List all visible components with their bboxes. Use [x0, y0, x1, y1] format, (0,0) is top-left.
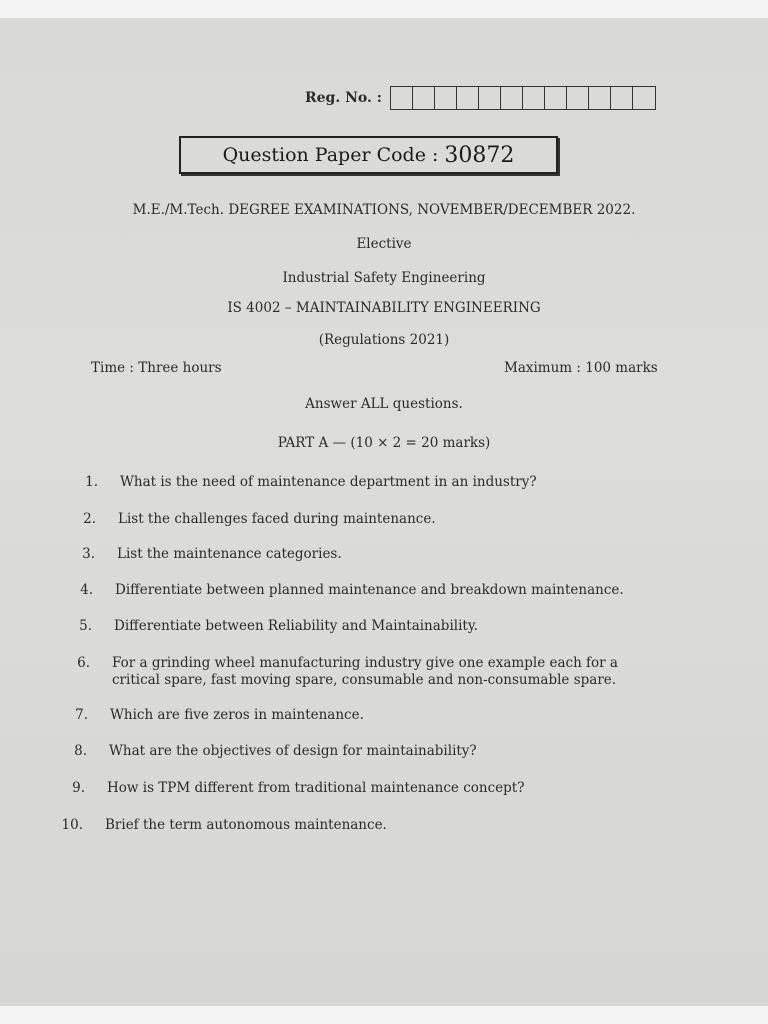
question-item — [53, 780, 652, 797]
question-text: For a grinding wheel manufacturing industry give one example each for a critical spare, fast moving spare, consumable and non-consumable spare. — [112, 655, 618, 688]
question-number: 4. — [80, 582, 93, 598]
reg-no-box — [501, 87, 523, 109]
course-title: IS 4002 – MAINTAINABILITY ENGINEERING — [227, 300, 541, 316]
question-text: How is TPM different from traditional maintenance concept? — [107, 780, 525, 796]
reg-no-label: Reg. No. : — [305, 90, 382, 106]
reg-no-box — [457, 87, 479, 109]
code-label: Question Paper Code : — [222, 144, 439, 166]
question-number: 6. — [77, 655, 90, 671]
part-heading: PART A — (10 × 2 = 20 marks) — [277, 435, 491, 451]
question-text: What is the need of maintenance department in an industry? — [120, 474, 537, 490]
reg-no-box — [633, 87, 655, 109]
question-text: List the challenges faced during maintenance. — [118, 511, 436, 527]
reg-no — [305, 86, 656, 110]
question-item — [63, 546, 662, 563]
question-text: Which are five zeros in maintenance. — [110, 707, 364, 723]
question-item — [58, 655, 657, 689]
question-item — [66, 474, 665, 491]
question-paper-code-box — [179, 136, 558, 174]
question-number: 5. — [79, 618, 92, 634]
reg-no-box — [589, 87, 611, 109]
time-allowed: Time : Three hours — [91, 360, 222, 376]
question-item — [56, 707, 655, 724]
question-number: 2. — [83, 511, 96, 527]
reg-no-box — [435, 87, 457, 109]
question-number: 3. — [82, 546, 95, 562]
reg-no-boxes — [390, 86, 656, 110]
question-item — [55, 743, 654, 760]
question-item — [51, 817, 650, 834]
reg-no-box — [611, 87, 633, 109]
question-item — [64, 511, 663, 528]
code-value: 30872 — [444, 142, 515, 168]
question-number: 1. — [85, 474, 98, 490]
question-text: Differentiate between planned maintenance and breakdown maintenance. — [115, 582, 624, 598]
maximum-marks: Maximum : 100 marks — [504, 360, 658, 376]
question-number: 9. — [72, 780, 85, 796]
reg-no-box — [413, 87, 435, 109]
question-item — [60, 618, 659, 635]
question-item — [61, 582, 660, 599]
reg-no-box — [545, 87, 567, 109]
question-number: 7. — [75, 707, 88, 723]
reg-no-box — [567, 87, 589, 109]
question-text: Brief the term autonomous maintenance. — [105, 817, 387, 833]
instruction: Answer ALL questions. — [305, 396, 463, 412]
question-number: 10. — [61, 817, 83, 833]
question-text: List the maintenance categories. — [117, 546, 342, 562]
exam-title: M.E./M.Tech. DEGREE EXAMINATIONS, NOVEMBER/DECEMBER 2022. — [132, 202, 636, 218]
reg-no-box — [479, 87, 501, 109]
question-text: Differentiate between Reliability and Maintainability. — [114, 618, 478, 634]
elective-label: Elective — [356, 236, 412, 252]
reg-no-box — [523, 87, 545, 109]
question-text: What are the objectives of design for maintainability? — [109, 743, 477, 759]
reg-no-box — [391, 87, 413, 109]
department: Industrial Safety Engineering — [282, 270, 486, 286]
regulations: (Regulations 2021) — [318, 332, 450, 348]
question-number: 8. — [74, 743, 87, 759]
